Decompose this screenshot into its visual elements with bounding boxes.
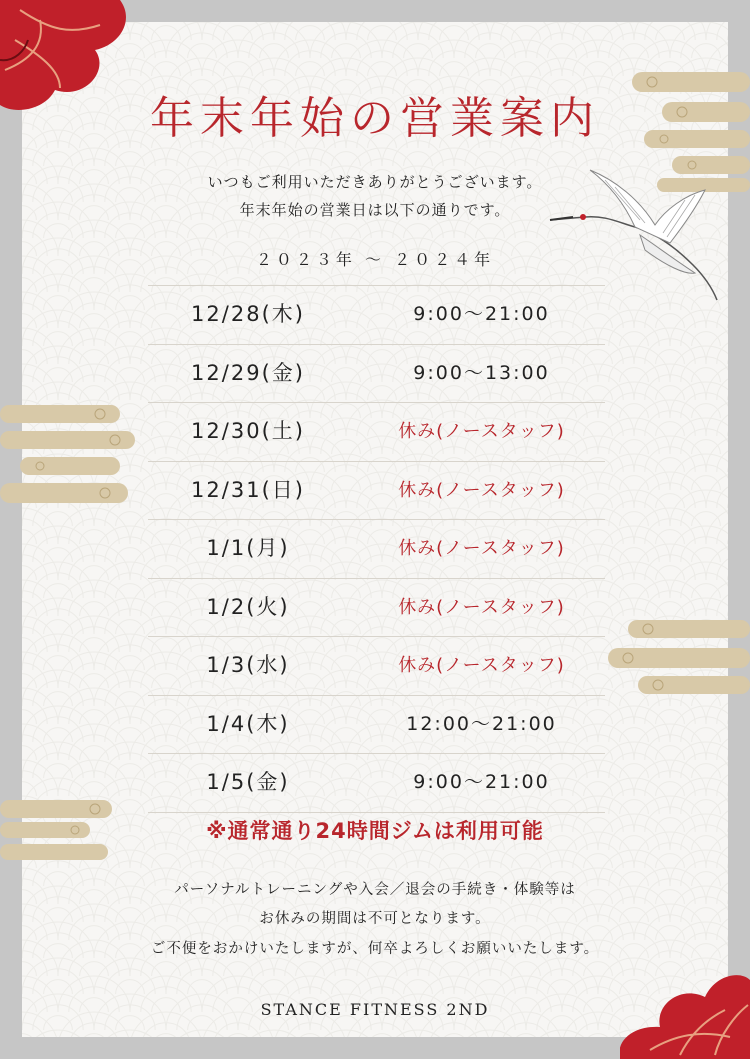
schedule-row: [148, 578, 605, 637]
schedule-date: 12/28(木): [191, 302, 305, 326]
schedule-date: 1/2(火): [206, 594, 290, 619]
schedule-hours: 9:00～21:00: [413, 303, 550, 325]
intro-line-2: 年末年始の営業日は以下の通りです。: [239, 201, 511, 219]
schedule-row: [148, 285, 605, 344]
schedule-hours: 休み(ノースタッフ): [398, 596, 565, 618]
gold-cloud-left-icon: [0, 405, 135, 505]
brand-name: STANCE FITNESS 2ND: [260, 1000, 490, 1019]
schedule-hours: 休み(ノースタッフ): [398, 655, 565, 676]
schedule-date: 12/31(日): [191, 477, 305, 502]
schedule-date: 12/30(土): [191, 419, 305, 443]
schedule-row: [148, 753, 605, 813]
footer-line-3: ご不便をおかけいたしますが、何卒よろしくお願いいたします。: [150, 941, 600, 957]
schedule-row: [148, 636, 605, 695]
schedule-date: 1/1(月): [206, 536, 290, 560]
year-range: ２０２３年 ～ ２０２４年: [255, 250, 495, 269]
schedule-row: [148, 519, 605, 578]
footer-line-1: パーソナルトレーニングや入会／退会の手続き・体験等は: [174, 882, 576, 898]
schedule-date: 12/29(金): [191, 360, 305, 385]
schedule-date: 1/5(金): [206, 770, 290, 794]
page-title: 年末年始の営業案内: [150, 93, 600, 144]
footer-line-2: お休みの期間は不可となります。: [259, 911, 491, 927]
schedule-hours: 休み(ノースタッフ): [398, 538, 565, 559]
schedule-date: 1/3(水): [206, 653, 290, 677]
intro-line-1: いつもご利用いただきありがとうございます。: [207, 173, 543, 191]
schedule-hours: 12:00～21:00: [406, 712, 557, 735]
schedule-hours: 9:00～13:00: [413, 361, 550, 384]
gym-availability-note: ※通常通り24時間ジムは利用可能: [206, 819, 544, 843]
schedule-row: [148, 402, 605, 461]
schedule-row: [148, 461, 605, 520]
schedule-hours: 休み(ノースタッフ): [398, 479, 565, 501]
schedule-table: [148, 285, 605, 813]
gold-cloud-right-icon: [608, 620, 750, 698]
schedule-row: [148, 344, 605, 403]
schedule-row: [148, 695, 605, 754]
schedule-date: 1/4(木): [206, 711, 290, 736]
schedule-hours: 9:00～21:00: [413, 771, 550, 793]
schedule-hours: 休み(ノースタッフ): [398, 421, 565, 442]
